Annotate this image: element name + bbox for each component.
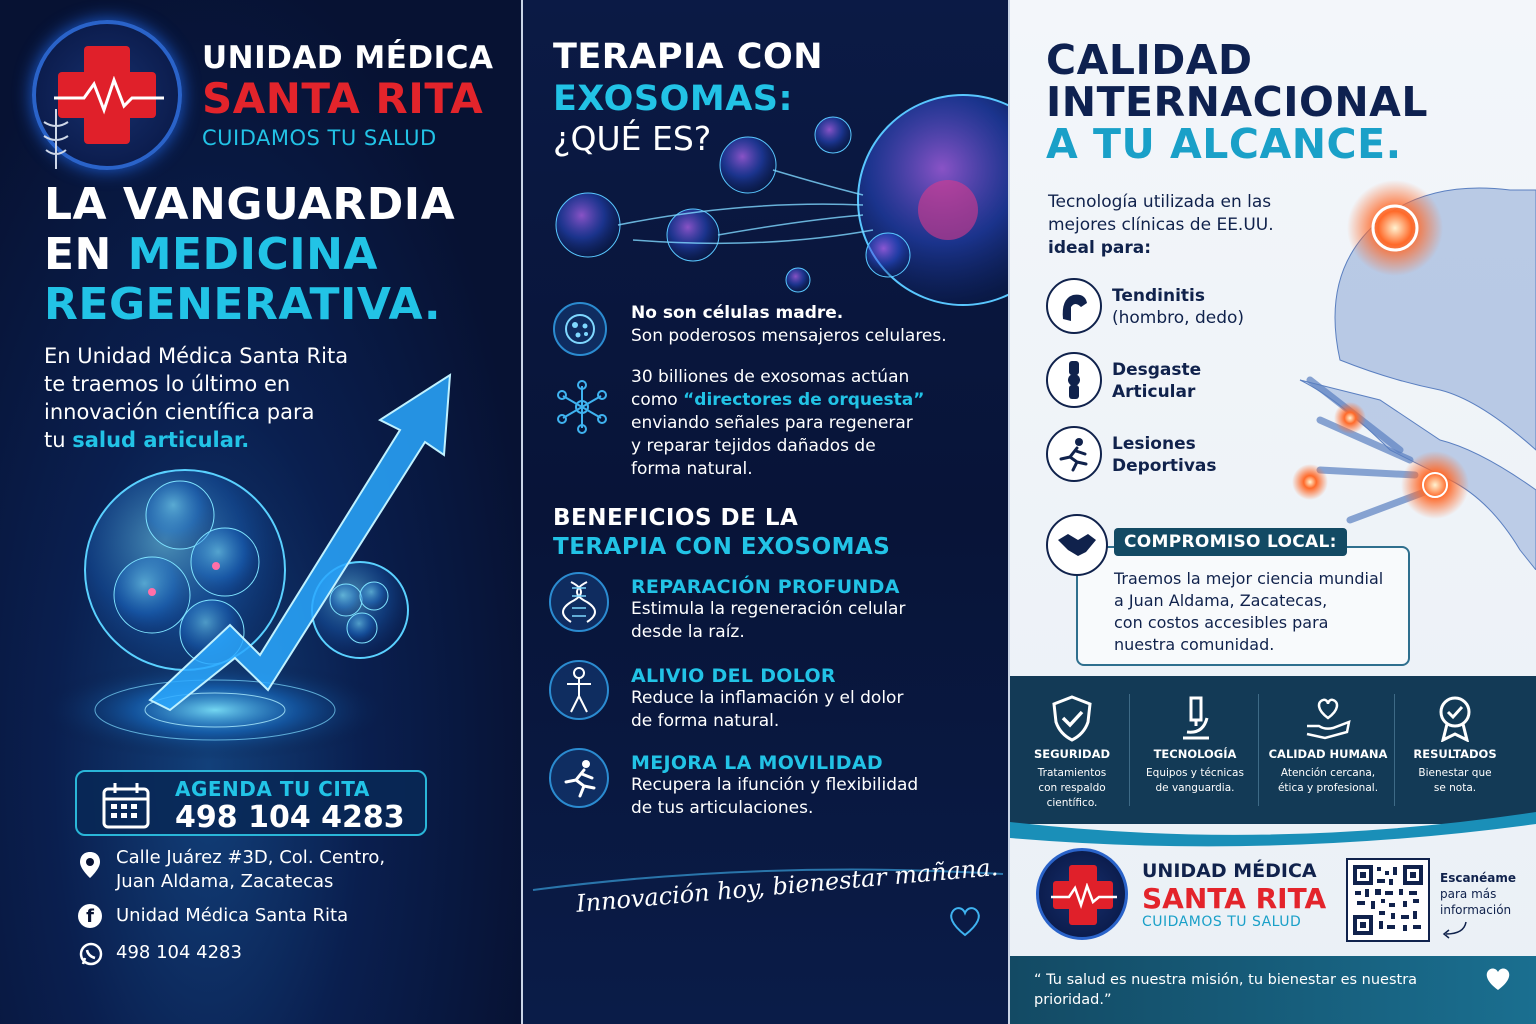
whatsapp-icon[interactable] xyxy=(78,941,104,967)
headline-line2: EN MEDICINA xyxy=(44,229,378,280)
commitment-title: COMPROMISO LOCAL: xyxy=(1114,528,1347,556)
title-line1: CALIDAD xyxy=(1046,36,1253,84)
heartbeat-icon xyxy=(1051,883,1117,909)
title-line3: ¿QUÉ ES? xyxy=(553,119,712,158)
appointment-cta[interactable] xyxy=(75,770,427,836)
quote-band xyxy=(1010,956,1536,1024)
title-line1: TERAPIA CON xyxy=(553,37,823,77)
benefits-title-line2: TERAPIA CON EXOSOMAS xyxy=(553,534,891,560)
pillars-band xyxy=(1010,676,1536,824)
cta-label: AGENDA TU CITA xyxy=(175,777,370,801)
footer-logo xyxy=(1036,848,1128,940)
body-pain-icon xyxy=(549,660,609,720)
left-panel xyxy=(0,0,521,1024)
intro-text: Tecnología utilizada en las mejores clínicas de EE.UU. ideal para: xyxy=(1048,192,1274,258)
joints-illustration xyxy=(1280,150,1536,570)
benefit-3: MEJORA LA MOVILIDAD Recupera la ifunción y flexibilidad de tus articulaciones. xyxy=(631,752,919,818)
pillar-security: SEGURIDAD Tratamientos con respaldo científico. xyxy=(1018,694,1126,811)
condition-3: Lesiones Deportivas xyxy=(1112,434,1217,476)
right-panel xyxy=(1010,0,1536,1024)
shoulder-icon xyxy=(1046,278,1102,334)
dna-icon xyxy=(549,572,609,632)
curved-arrow-icon xyxy=(1440,920,1470,940)
heart-icon xyxy=(1484,966,1512,992)
benefit-2: ALIVIO DEL DOLOR Reduce la inflamación y el dolor de forma natural. xyxy=(631,665,904,731)
middle-panel xyxy=(523,0,1008,1024)
condition-1: Tendinitis (hombro, dedo) xyxy=(1112,286,1245,328)
facebook-name[interactable]: Unidad Médica Santa Rita xyxy=(116,905,349,926)
benefits-title-line1: BENEFICIOS DE LA xyxy=(553,505,799,531)
caduceus-icon xyxy=(36,104,76,174)
brand-line2: SANTA RITA xyxy=(202,74,484,123)
benefit-1: REPARACIÓN PROFUNDA Estimula la regeneración celular desde la raíz. xyxy=(631,576,906,642)
slogan: Innovación hoy, bienestar mañana. xyxy=(575,853,1000,918)
location-pin-icon xyxy=(78,850,102,880)
qr-caption: Escanéame para más información xyxy=(1440,871,1516,917)
footer-brand-line2: SANTA RITA xyxy=(1142,882,1327,915)
calendar-icon xyxy=(101,781,151,829)
headline-line3: REGENERATIVA. xyxy=(44,279,442,330)
qr-code[interactable] xyxy=(1346,858,1430,942)
cta-phone[interactable]: 498 104 4283 xyxy=(175,800,405,835)
brand-tagline: CUIDAMOS TU SALUD xyxy=(202,126,437,150)
pillar-human-quality: CALIDAD HUMANA Atención cercana, ética y profesional. xyxy=(1262,694,1394,796)
headline-line1: LA VANGUARDIA xyxy=(44,179,456,230)
wave-divider xyxy=(1010,812,1536,852)
network-icon xyxy=(555,380,609,434)
brand-line1: UNIDAD MÉDICA xyxy=(202,40,494,76)
commitment-text: Traemos la mejor ciencia mundial a Juan Aldama, Zacatecas, con costos accesibles para nuestra comunidad. xyxy=(1114,569,1384,654)
whatsapp-number[interactable]: 498 104 4283 xyxy=(116,942,242,963)
handshake-icon xyxy=(1046,514,1108,576)
pillar-results: RESULTADOS Bienestar que se nota. xyxy=(1400,694,1510,796)
address: Calle Juárez #3D, Col. Centro, Juan Aldama, Zacatecas xyxy=(116,847,386,892)
microscope-icon xyxy=(1173,694,1217,742)
footer-tagline: CUIDAMOS TU SALUD xyxy=(1142,914,1302,930)
title-line2: INTERNACIONAL xyxy=(1046,78,1429,126)
pillar-technology: TECNOLOGÍA Equipos y técnicas de vanguardia. xyxy=(1136,694,1254,796)
runner-icon xyxy=(549,748,609,808)
quote-text: “ Tu salud es nuestra misión, tu bienestar es nuestra prioridad.” xyxy=(1034,972,1418,1008)
heart-outline-icon xyxy=(947,904,983,938)
condition-2: Desgaste Articular xyxy=(1112,360,1202,402)
fact-1: No son células madre. Son poderosos mensajeros celulares. xyxy=(631,303,947,346)
facebook-icon[interactable]: f xyxy=(78,904,102,928)
knee-icon xyxy=(1046,352,1102,408)
clinic-logo xyxy=(32,20,182,170)
award-badge-icon xyxy=(1433,694,1477,742)
exosome-icon xyxy=(553,302,607,356)
intro-text: En Unidad Médica Santa Rita te traemos lo último en innovación científica para tu salud articular. xyxy=(44,344,349,452)
footer-brand-line1: UNIDAD MÉDICA xyxy=(1142,860,1317,882)
sports-injury-icon xyxy=(1046,426,1102,482)
title-line3: A TU ALCANCE. xyxy=(1046,120,1402,168)
fact-2: 30 billiones de exosomas actúan como “directores de orquesta” enviando señales para regenerar y reparar tejidos dañados de forma natural. xyxy=(631,367,925,479)
title-line2: EXOSOMAS: xyxy=(553,79,793,119)
hand-heart-icon xyxy=(1303,694,1353,742)
regeneration-illustration xyxy=(40,370,510,770)
shield-check-icon xyxy=(1050,694,1094,742)
